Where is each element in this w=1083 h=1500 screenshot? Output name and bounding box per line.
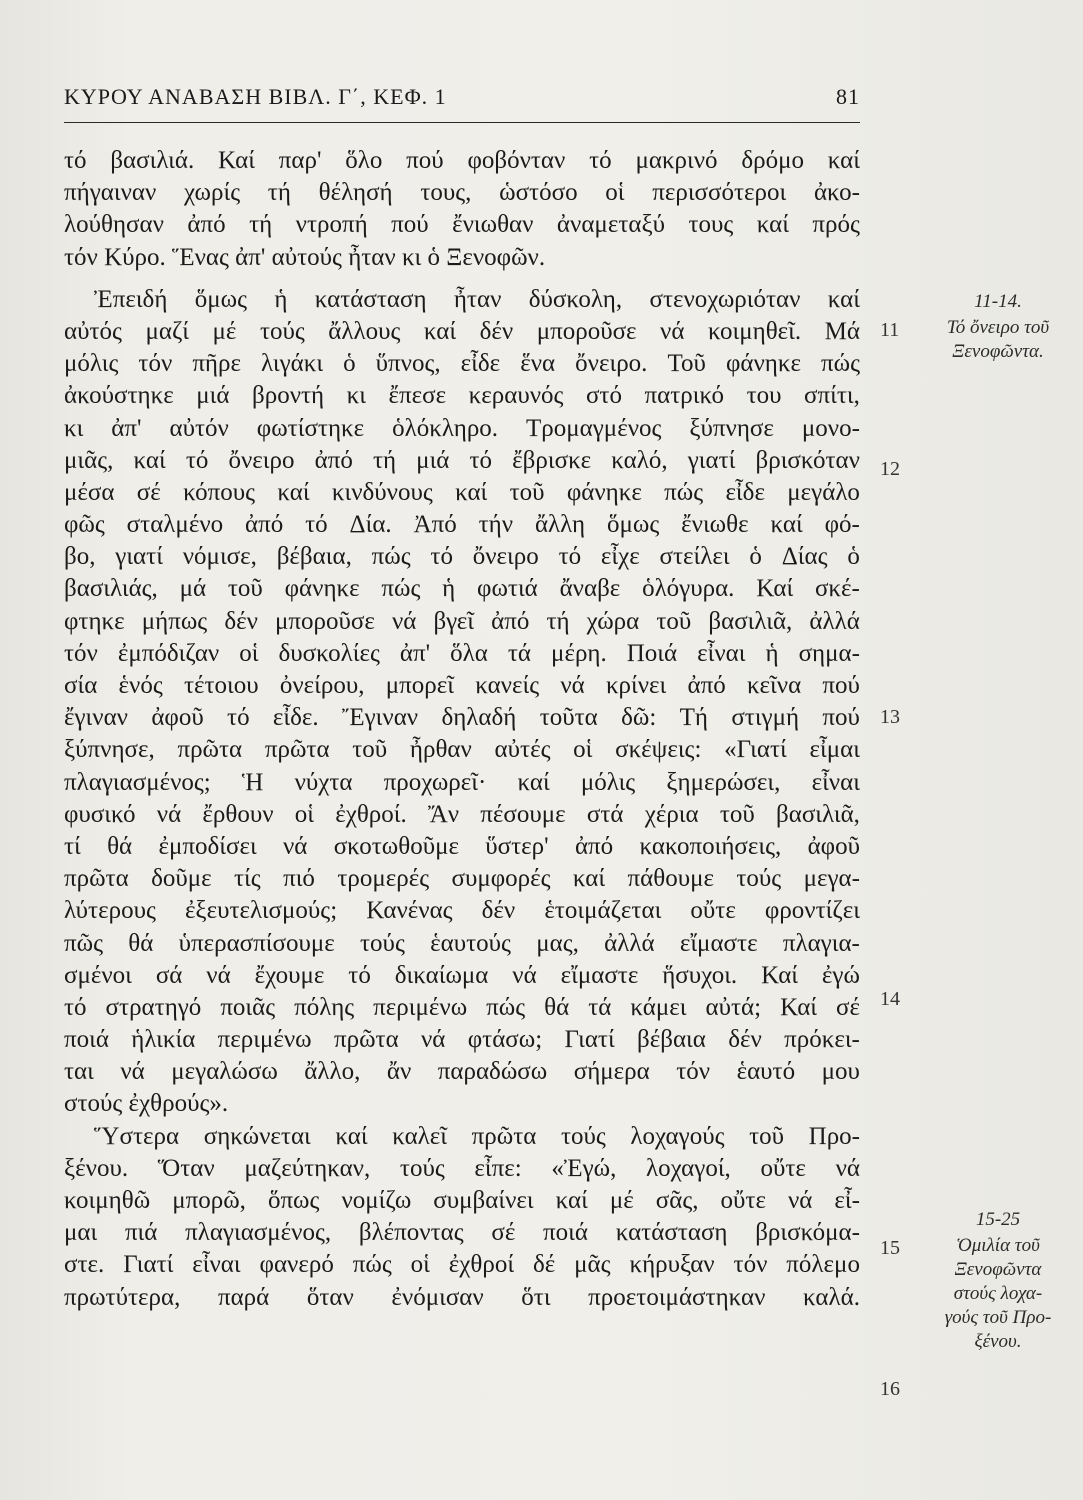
margin-note-range: 15-25 [975, 1209, 1021, 1230]
paragraph [64, 284, 860, 1121]
body-text [64, 145, 860, 1314]
text-line: Ὕστερα σηκώνεται καί καλεῖ πρῶτα τούς λοχαγούς τοῦ Προ- [94, 1122, 860, 1150]
text-line: τόν ἐμπόδιζαν οἱ δυσκολίες ἀπ' ὅλα τά μέρη. Ποιά εἶναι ἡ σημα- [64, 639, 860, 667]
paragraph [64, 1121, 860, 1314]
text-line: τό βασιλιά. Καί παρ' ὅλο πού φοβόνταν τό μακρινό δρόμο καί [64, 147, 860, 174]
margin-note-line: Τό ὄνειρο τοῦ [946, 317, 1050, 338]
text-line: πήγαιναν χωρίς τή θέλησή τους, ὡστόσο οἱ περισσότεροι ἀκο- [64, 179, 860, 207]
text-line: φτηκε μήπως δέν μποροῦσε νά βγεῖ ἀπό τή χώρα τοῦ βασιλιᾶ, ἀλλά [64, 607, 860, 635]
margin-note-line: στούς λοχα- [953, 1283, 1043, 1304]
section-number: 13 [880, 706, 900, 728]
text-line: φυσικό νά ἔρθουν οἱ ἐχθροί. Ἄν πέσουμε στά χέρια τοῦ βασιλιᾶ, [64, 800, 860, 828]
text-line: πῶς θά ὑπερασπίσουμε τούς ἑαυτούς μας, ἀλλά εἴμαστε πλαγια- [64, 929, 860, 957]
text-line: μόλις τόν πῆρε λιγάκι ὁ ὕπνος, εἶδε ἕνα ὄνειρο. Τοῦ φάνηκε πώς [64, 350, 860, 378]
section-number: 11 [880, 319, 900, 341]
text-line: ξένου. Ὅταν μαζεύτηκαν, τούς εἶπε: «Ἐγώ, λοχαγοί, οὔτε νά [64, 1154, 860, 1182]
margin-note-line: γούς τοῦ Προ- [944, 1307, 1052, 1328]
text-line: στε. Γιατί εἶναι φανερό πώς οἱ ἐχθροί δέ μᾶς κήρυξαν τόν πόλεμο [64, 1251, 860, 1279]
section-number: 12 [880, 458, 900, 480]
page-header [64, 84, 860, 118]
margin-note-dream [918, 290, 1078, 364]
text-line: λούθησαν ἀπό τή ντροπή πού ἔνιωθαν ἀναμεταξύ τους καί πρός [64, 211, 860, 239]
text-line: λύτερους ἐξευτελισμούς; Κανένας δέν ἑτοιμάζεται οὔτε φροντίζει [64, 897, 860, 925]
margin-note-line: Ξενοφῶντα [954, 1259, 1042, 1280]
text-line: ἀκούστηκε μιά βροντή κι ἔπεσε κεραυνός στό πατρικό του σπίτι, [64, 382, 860, 410]
text-line: ξύπνησε, πρῶτα πρῶτα τοῦ ἦρθαν αὐτές οἱ σκέψεις: «Γιατί εἶμαι [64, 736, 860, 764]
text-line: μιᾶς, καί τό ὄνειρο ἀπό τή μιά τό ἔβρισκε καλό, γιατί βρισκόταν [64, 446, 860, 474]
text-line: σμένοι σά νά ἔχουμε τό δικαίωμα νά εἴμαστε ἥσυχοι. Καί ἐγώ [64, 961, 860, 989]
text-line: ποιά ἡλικία περιμένω πρῶτα νά φτάσω; Γιατί βέβαια δέν πρόκει- [64, 1026, 860, 1054]
running-head: ΚΥΡΟΥ ΑΝΑΒΑΣΗ ΒΙΒΛ. Γ΄, ΚΕΦ. 1 [64, 84, 447, 109]
text-line: ἔγιναν ἀφοῦ τό εἶδε. Ἔγιναν δηλαδή τοῦτα δῶ: Τή στιγμή πού [64, 704, 860, 732]
text-line: σία ἑνός τέτοιου ὀνείρου, μπορεῖ κανείς νά κρίνει ἀπό κεῖνα πού [64, 672, 860, 699]
header-rule [64, 122, 860, 123]
text-line: Ἐπειδή ὅμως ἡ κατάσταση ἦταν δύσκολη, στενοχωριόταν καί [94, 285, 860, 313]
paragraph [64, 145, 860, 274]
text-line: μαι πιά πλαγιασμένος, βλέποντας σέ ποιά κατάσταση βρισκόμα- [64, 1219, 860, 1247]
text-line: στούς ἐχθρούς». [64, 1090, 229, 1118]
section-number: 16 [880, 1378, 900, 1400]
text-line: τό στρατηγό ποιᾶς πόλης περιμένω πώς θά τά κάμει αὐτά; Καί σέ [64, 993, 860, 1021]
section-number: 15 [880, 1237, 900, 1259]
text-line: βο, γιατί νόμισε, βέβαια, πώς τό ὄνειρο τό εἶχε στείλει ὁ Δίας ὁ [64, 543, 860, 571]
text-line: μέσα σέ κόπους καί κινδύνους καί τοῦ φάνηκε πώς εἶδε μεγάλο [64, 478, 860, 506]
text-line: φῶς σταλμένο ἀπό τό Δία. Ἀπό τήν ἄλλη ὅμως ἔνιωθε καί φό- [64, 511, 860, 539]
margin-note-range: 11-14. [974, 291, 1022, 312]
text-line: πλαγιασμένος; Ἡ νύχτα προχωρεῖ· καί μόλις ξημερώσει, εἶναι [64, 768, 860, 796]
margin-note-line: Ξενοφῶντα. [952, 341, 1044, 362]
text-line: πρωτύτερα, παρά ὅταν ἐνόμισαν ὅτι προετοιμάστηκαν καλά. [64, 1283, 860, 1311]
text-line: ται νά μεγαλώσω ἄλλο, ἄν παραδώσω σήμερα τόν ἑαυτό μου [64, 1058, 860, 1086]
margin-note-line: Ὁμιλία τοῦ [956, 1235, 1040, 1256]
text-line: τί θά ἐμποδίσει νά σκοτωθοῦμε ὕστερ' ἀπό κακοποιήσεις, ἀφοῦ [64, 832, 860, 860]
page-number: 81 [836, 84, 860, 109]
text-line: βασιλιάς, μά τοῦ φάνηκε πώς ἡ φωτιά ἄναβε ὁλόγυρα. Καί σκέ- [64, 575, 860, 603]
text-line: τόν Κύρο. Ἕνας ἀπ' αὐτούς ἦταν κι ὁ Ξενοφῶν. [64, 243, 546, 271]
text-line: κοιμηθῶ μπορῶ, ὅπως νομίζω συμβαίνει καί μέ σᾶς, οὔτε νά εἶ- [64, 1187, 860, 1214]
text-line: αὐτός μαζί μέ τούς ἄλλους καί δέν μποροῦσε νά κοιμηθεῖ. Μά [64, 317, 860, 345]
text-line: κι ἀπ' αὐτόν φωτίστηκε ὁλόκληρο. Τρομαγμένος ξύπνησε μονο- [64, 414, 860, 442]
margin-note-speech [918, 1208, 1078, 1354]
text-line: πρῶτα δοῦμε τίς πιό τρομερές συμφορές καί πάθουμε τούς μεγα- [64, 865, 860, 893]
section-number: 14 [880, 988, 900, 1010]
margin-note-line: ξένου. [974, 1331, 1022, 1352]
